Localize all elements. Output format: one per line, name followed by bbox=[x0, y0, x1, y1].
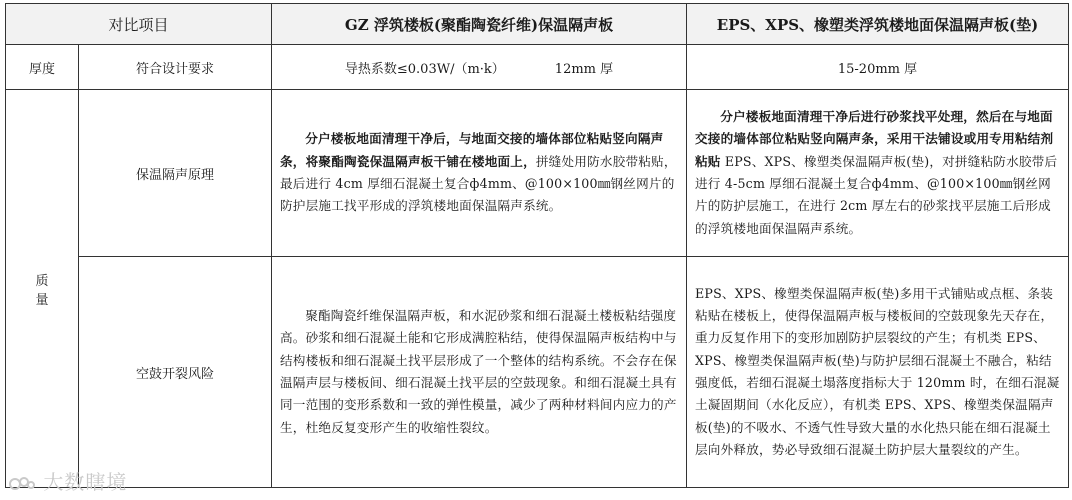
gz-thickness: 12mm 厚 bbox=[554, 61, 614, 77]
thickness-row bbox=[6, 45, 1069, 90]
thickness-label: 厚度 bbox=[6, 45, 79, 90]
header-row bbox=[6, 4, 1069, 45]
watermark bbox=[8, 466, 127, 495]
header-eps: EPS、XPS、橡塑类浮筑楼地面保温隔声板(垫) bbox=[687, 4, 1069, 45]
gz-principle-rest: 拼缝处用防水胶带粘贴，最后进行 4cm 厚细石混凝土复合ф4mm、@100×100㎜钢丝网片的防护层施工找平形成的浮筑楼地面保温隔声系统。 bbox=[280, 153, 677, 214]
eps-principle-bold: 分户楼板地面清理干净后进行砂浆找平处理，然后在与地面交接的墙体部位粘贴竖向隔声条，采用干法铺设或用专用粘结剂粘贴 bbox=[695, 109, 1054, 169]
gz-thickness-cell bbox=[272, 45, 687, 90]
quality-label-bottom: 量 bbox=[35, 292, 49, 308]
thickness-requirement: 符合设计要求 bbox=[79, 45, 272, 90]
logo-icon bbox=[8, 473, 36, 495]
eps-thickness: 15-20mm 厚 bbox=[687, 45, 1069, 90]
comparison-table bbox=[5, 3, 1069, 488]
gz-principle-bold: 分户楼板地面清理干净后，与地面交接的墙体部位粘贴竖向隔声条，将聚酯陶瓷保温隔声板干铺在楼地面上， bbox=[280, 131, 664, 169]
eps-principle-rest: EPS、XPS、橡塑类保温隔声板(垫)，对拼缝粘防水胶带后进行 4-5cm 厚细石混凝土复合ф4mm、@100×100㎜钢丝网片的防护层施工，在进行 2cm 厚左右的砂浆找平层施工后形成的浮筑楼地面保温隔声系统。 bbox=[695, 153, 1058, 236]
header-gz: GZ 浮筑楼板(聚酯陶瓷纤维)保温隔声板 bbox=[272, 4, 687, 45]
hollow-row bbox=[6, 257, 1069, 488]
eps-hollow-text: EPS、XPS、橡塑类保温隔声板(垫)多用干式铺贴或点框、条装粘贴在楼板上，使得保温隔声板与楼板间的空鼓现象先天存在，重力反复作用下的变形加剧防护层裂纹的产生；有机类 EPS、XPS、橡塑类保温隔声板(垫)与防护层细石混凝土不融合，粘结强度低，若细石混凝土塌落度指标大于 120mm 时，在细石混凝土凝固期间（水化反应），有机类 EPS、XPS、橡塑类保温隔声板(垫)的不吸水、不透气性导致大量的水化热只能在细石混凝土层向外释放，势必导致细石混凝土防护层大量裂纹的产生。 bbox=[687, 257, 1069, 488]
watermark-text: 大数瞎境 bbox=[43, 470, 128, 494]
gz-hollow-text: 聚酯陶瓷纤维保温隔声板，和水泥砂浆和细石混凝土楼板粘结强度高。砂浆和细石混凝土能和它形成满腔粘结，使得保温隔声板结构中与结构楼板和细石混凝土找平层形成了一个整体的结构系统。不会存在保温隔声层与楼板间、细石混凝土找平层的空鼓现象。和细石混凝土具有同一范围的变形系数和一致的弹性模量，减少了两种材料间内应力的产生，杜绝反复变形产生的收缩性裂纹。 bbox=[272, 257, 687, 488]
quality-label bbox=[6, 90, 79, 488]
principle-row bbox=[6, 90, 1069, 257]
principle-label: 保温隔声原理 bbox=[79, 90, 272, 257]
eps-principle-text bbox=[687, 90, 1069, 257]
header-item: 对比项目 bbox=[6, 4, 272, 45]
quality-label-top: 质 bbox=[35, 273, 49, 289]
gz-conductivity: 导热系数≤0.03W/（m·k） bbox=[344, 61, 505, 77]
hollow-label: 空鼓开裂风险 bbox=[79, 257, 272, 488]
gz-principle-text bbox=[272, 90, 687, 257]
